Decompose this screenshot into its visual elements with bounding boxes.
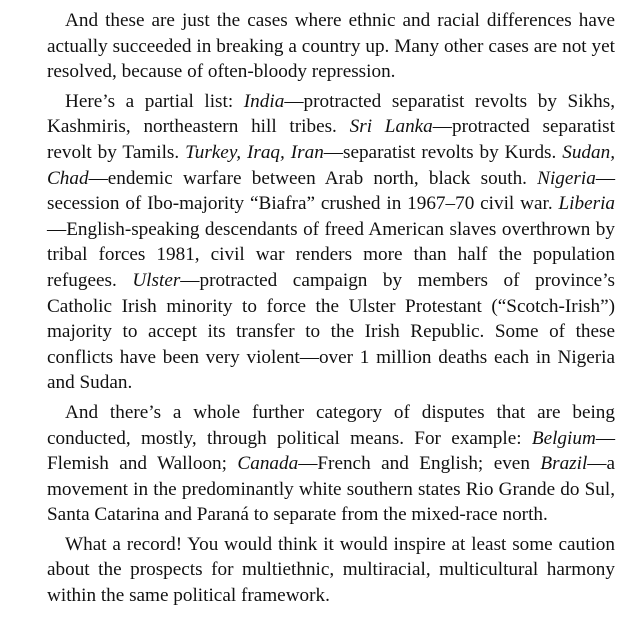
paragraph-1: [47, 8, 615, 85]
text-run: —a movement in the predominantly white southern states Rio Grande do Sul, Santa Catarina and Paraná to separate from the mixed-race north.: [47, 453, 616, 526]
text-run: —secession of Ibo-majority “Biafra” crushed in 1967–70 civil war.: [47, 167, 615, 215]
italic-run: Ulster: [132, 269, 181, 291]
paragraph-4: [47, 532, 615, 609]
text-run: And there’s a whole further category of disputes that are being conducted, mostly, through political means. For example:: [47, 401, 615, 449]
italic-run: Brazil: [540, 453, 588, 475]
italic-run: Sudan, Chad: [47, 141, 615, 189]
paragraph-3: [47, 400, 615, 528]
text-run: —protracted separatist revolts by Sikhs, Kashmiris, northeastern hill tribes.: [47, 90, 615, 138]
text-run: —French and English; even: [298, 453, 541, 475]
text-run: What a record! You would think it would inspire at least some caution about the prospects for multiethnic, multiracial, multicultural harmony within the same political framework.: [47, 533, 615, 607]
italic-run: Nigeria: [537, 167, 596, 189]
text-run: —protracted campaign by members of province’s Catholic Irish minority to force the Ulster Protestant (“Scotch-Irish”) majority to accept its transfer to the Irish Republic. Some of these conflicts have been very violent—over 1 million deaths each in Nigeria and Sudan.: [47, 269, 615, 394]
italic-run: Liberia: [558, 193, 615, 215]
italic-run: Turkey, Iraq, Iran: [185, 141, 324, 163]
italic-run: Sri Lanka: [349, 116, 433, 138]
paragraph-2: [47, 89, 615, 396]
text-run: —separatist revolts by Kurds.: [323, 141, 563, 163]
italic-run: Canada: [237, 453, 299, 475]
italic-run: India: [243, 90, 285, 112]
body-text: [47, 8, 615, 609]
text-run: —protracted separatist revolt by Tamils.: [47, 116, 615, 163]
text-run: And these are just the cases where ethnic and racial differences have actually succeeded in breaking a country up. Many other cases are not yet resolved, because of often-bloody repression.: [47, 10, 615, 83]
text-run: Here’s a partial list:: [65, 90, 244, 112]
italic-run: Belgium: [531, 427, 596, 449]
text-run: —Flemish and Walloon;: [47, 427, 615, 475]
text-run: —English-speaking descendants of freed American slaves overthrown by tribal forces 1981, civil war renders more than half the population refugees.: [47, 218, 615, 291]
text-run: —endemic warfare between Arab north, black south.: [88, 167, 538, 189]
